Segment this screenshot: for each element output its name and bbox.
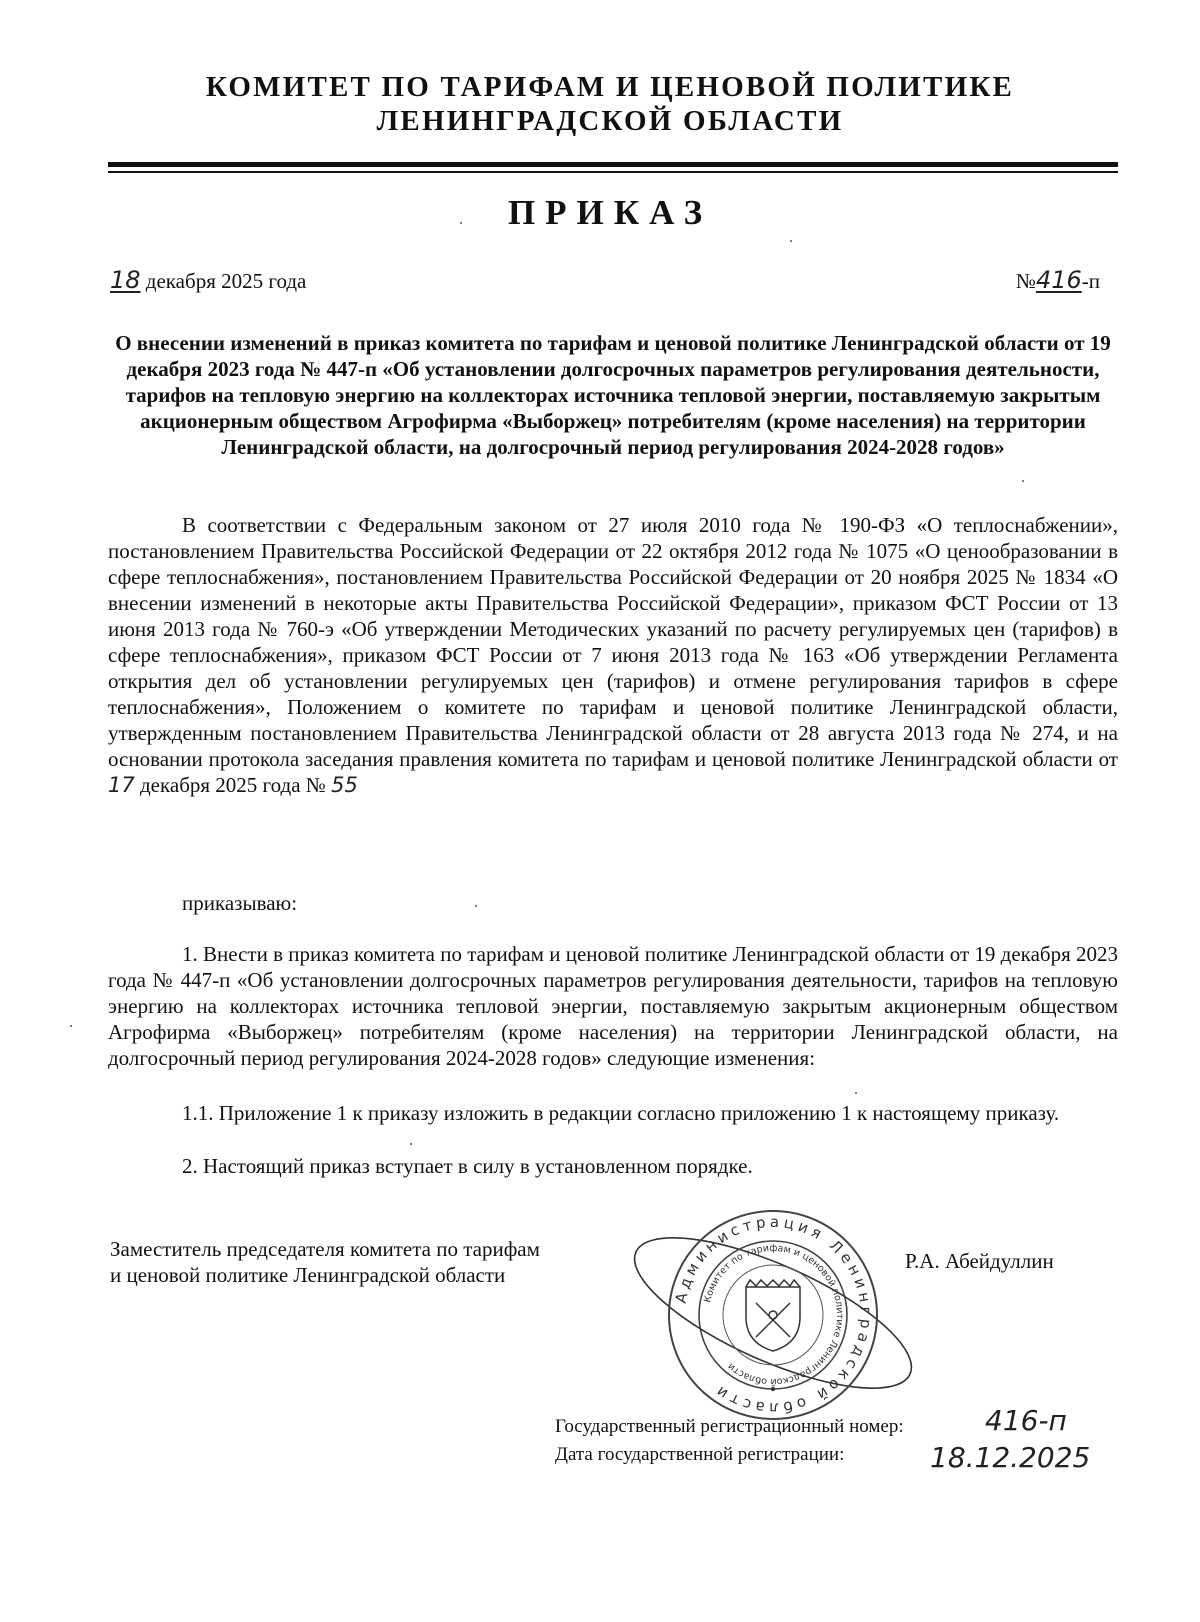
handwritten-protocol-number: 55 [331, 773, 358, 797]
date-text: декабря 2025 года [145, 269, 307, 293]
org-line-2: ЛЕНИНГРАДСКОЙ ОБЛАСТИ [376, 105, 844, 137]
document-title: ПРИКАЗ [507, 193, 713, 232]
date-number-line [110, 266, 1100, 294]
header-rule-thick [108, 162, 1118, 167]
item-2: 2. Настоящий приказ вступает в силу в установленном порядке. [182, 1154, 753, 1178]
scan-speck [1022, 480, 1024, 482]
preamble-paragraph: В соответствии с Федеральным законом от 27 июля 2010 года № 190-ФЗ «О теплоснабжении», постановлением Правительства Российской Федерации от 22 октября 2012 года № 1075 «О ценообразовании в сфере теплоснабжения», постановлением Правительства Российской Федерации от 20 ноября 2025 № 1834 «О внесении изменений в некоторые акты Правительства Российской Федерации», приказом ФСТ России от 13 июня 2013 года № 760-э «Об утверждении Методических указаний по расчету регулируемых цен (тарифов) в сфере теплоснабжения», приказом ФСТ России от 7 июня 2013 года № 163 «Об утверждении Регламента открытия дел об установлении регулируемых цен (тарифов) и отмене регулирования тарифов в сфере теплоснабжения», Положением о комитете по тарифам и ценовой политике Ленинградской области, утвержденным постановлением Правительства Ленинградской области от 28 августа 2013 года № 274, и на основании протокола заседания правления комитета по тарифам и ценовой политике Ленинградской области от 17 декабря 2025 года № 55 [108, 513, 1118, 797]
signer-position: Заместитель председателя комитета по тарифам и ценовой политике Ленинградской области [110, 1237, 540, 1287]
handwritten-day: 18 [110, 266, 141, 294]
registration-block [555, 1413, 904, 1469]
coat-of-arms-icon [746, 1280, 800, 1351]
order-subject: О внесении изменений в приказ комитета по тарифам и ценовой политике Ленинградской области от 19 декабря 2023 года № 447-п «Об установлении долгосрочных параметров регулирования деятельности, тарифов на тепловую энергию на коллекторах источника тепловой энергии, поставляемую закрытым акционерным обществом Агрофирма «Выборжец» потребителям (кроме населения) на территории Ленинградской области, на долгосрочный период регулирования 2024-2028 годов» [115, 331, 1111, 459]
seal-dot [771, 1387, 775, 1391]
handwritten-protocol-day: 17 [108, 773, 135, 797]
org-line-1: КОМИТЕТ ПО ТАРИФАМ И ЦЕНОВОЙ ПОЛИТИКЕ [205, 71, 1015, 103]
order-date [110, 266, 306, 294]
handwritten-number: 416 [1035, 266, 1082, 294]
scan-speck [475, 905, 477, 907]
header-rule-thin [108, 171, 1118, 173]
order-word: приказываю: [182, 891, 298, 915]
order-number: №416-п [1015, 266, 1100, 294]
item-1: 1. Внести в приказ комитета по тарифам и ценовой политике Ленинградской области от 19 декабря 2023 года № 447-п «Об установлении долгосрочных параметров регулирования деятельности, тарифов на тепловую энергию на коллекторах источника тепловой энергии, поставляемую закрытым акционерным обществом Агрофирма «Выборжец» потребителям (кроме населения) на территории Ленинградской области, на долгосрочный период регулирования 2024-2028 годов» следующие изменения: [108, 942, 1118, 1070]
handwritten-registration-number: 416-п [985, 1404, 1067, 1437]
official-seal [628, 1205, 918, 1425]
seal-inner-ring [699, 1241, 847, 1389]
scan-speck [460, 222, 462, 224]
handwritten-registration-date: 18.12.2025 [930, 1441, 1091, 1474]
scan-speck [410, 1143, 412, 1145]
scan-speck [855, 1092, 857, 1094]
seal-inner-text: Комитет по тарифам и ценовой политике Ленинградской области [702, 1242, 846, 1388]
scan-speck [790, 240, 792, 242]
organization-header [0, 70, 1200, 138]
registration-date-label: Дата государственной регистрации: [555, 1444, 845, 1465]
registration-number-label: Государственный регистрационный номер: [555, 1416, 904, 1437]
scan-speck [70, 1025, 72, 1027]
item-1-1: 1.1. Приложение 1 к приказу изложить в редакции согласно приложению 1 к настоящему приказу. [182, 1101, 1060, 1125]
signer-name: Р.А. Абейдуллин [905, 1249, 1054, 1273]
seal-outer-text: Администрация Ленинградской области [671, 1212, 876, 1418]
